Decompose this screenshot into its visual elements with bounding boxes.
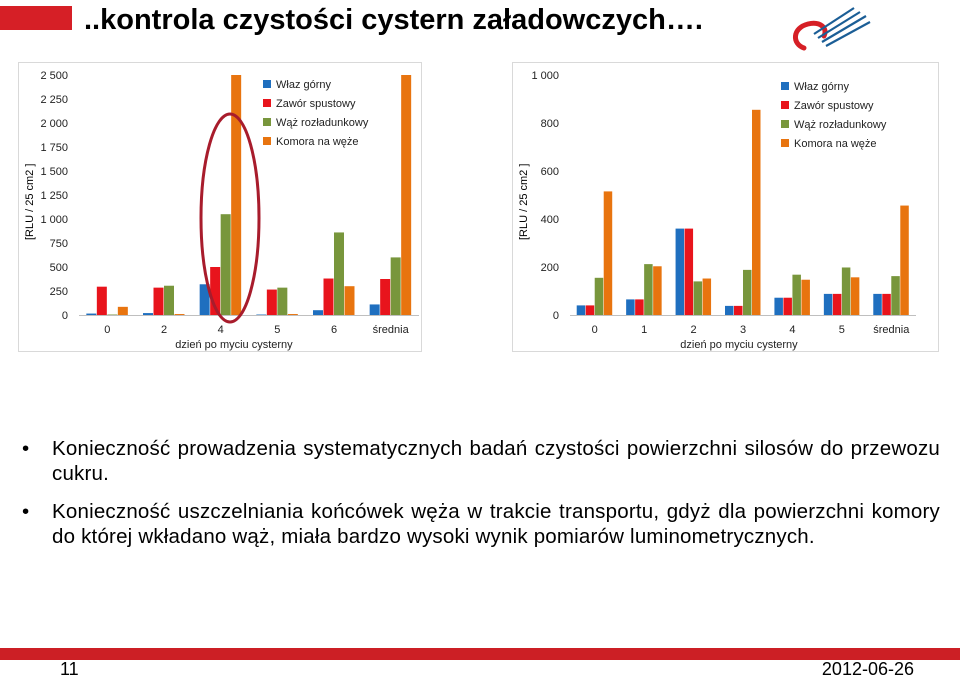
chart-left-bar (277, 288, 287, 315)
chart-right-y-axis-title: [RLU / 25 cm2 ] (518, 163, 530, 240)
chart-left (18, 62, 422, 352)
footer-accent-bar (0, 648, 960, 660)
chart-right-bar (676, 229, 685, 315)
chart-left-bar (380, 279, 390, 315)
chart-right (512, 62, 939, 352)
chart-left-bar (313, 310, 323, 315)
chart-left-y-tick-label: 2 500 (40, 70, 68, 82)
chart-right-bar (635, 299, 643, 315)
chart-left-bar (391, 257, 401, 315)
chart-left-bar (401, 75, 411, 315)
chart-left-bar (288, 314, 298, 315)
chart-left-bar (107, 315, 117, 316)
chart-left-bar (231, 75, 241, 315)
chart-left-y-tick-label: 250 (49, 286, 68, 298)
chart-right-bar (703, 279, 712, 315)
chart-right-x-tick-label: 2 (690, 324, 697, 336)
chart-left-bar (86, 314, 96, 315)
chart-right-bar (725, 306, 734, 315)
chart-right-legend-label: Zawór spustowy (794, 100, 874, 112)
chart-left-y-tick-label: 500 (49, 262, 68, 274)
chart-left-legend-swatch (263, 137, 271, 145)
chart-right-y-tick-label: 1 000 (531, 70, 559, 82)
chart-left-bar (221, 214, 231, 315)
chart-right-x-tick-label: 3 (739, 324, 747, 336)
chart-right-x-tick-label: 0 (591, 324, 598, 336)
chart-left-legend-swatch (263, 80, 271, 88)
chart-left-bar (324, 279, 334, 315)
chart-left-x-tick-label: 4 (217, 324, 224, 336)
chart-left-y-tick-label: 2 250 (40, 94, 68, 106)
chart-left-bar (118, 307, 128, 315)
chart-right-bar (873, 294, 882, 315)
chart-left-y-tick-label: 1 250 (40, 190, 68, 202)
chart-left-x-tick-label: 5 (274, 324, 281, 336)
chart-right-legend-swatch (781, 82, 789, 90)
chart-left-x-tick-label: 6 (330, 324, 338, 336)
chart-right-y-tick-label: 200 (540, 262, 559, 274)
chart-left-legend-label: Wąż rozładunkowy (276, 117, 369, 129)
bullet-list (22, 436, 940, 562)
chart-left-bar (267, 290, 277, 315)
chart-right-bar (653, 266, 662, 315)
chart-left-bar (154, 288, 164, 315)
chart-right-x-tick-label: 1 (641, 324, 648, 336)
chart-left-y-tick-label: 0 (61, 310, 68, 322)
chart-right-y-tick-label: 0 (552, 310, 559, 322)
chart-right-bar (604, 191, 613, 315)
chart-left-x-tick-label: 0 (104, 324, 111, 336)
chart-right-bar (900, 206, 909, 315)
chart-right-y-tick-label: 800 (540, 118, 559, 130)
chart-right-x-tick-label: 4 (789, 324, 796, 336)
chart-right-bar (882, 294, 891, 315)
chart-left-y-tick-label: 750 (49, 238, 68, 250)
chart-right-x-tick-label: 5 (838, 324, 845, 336)
chart-right-bar (626, 299, 635, 315)
chart-right-plot (513, 63, 940, 353)
company-logo-icon (784, 4, 874, 60)
chart-right-bar (644, 264, 653, 315)
chart-right-bar (824, 294, 833, 315)
chart-right-bar (752, 110, 761, 315)
page-title: ..kontrola czystości cystern załadowczych…. (84, 4, 703, 36)
bullet-item: • Konieczność uszczelniania końcówek węża w trakcie transportu, gdyż dla powierzchni komory do której wkładano wąż, miała bardzo wysoki wynik pomiarów luminometrycznych. (22, 499, 940, 549)
chart-right-bar (577, 305, 586, 315)
chart-left-y-tick-label: 2 000 (40, 118, 68, 130)
chart-right-x-tick-label: średnia (873, 324, 910, 336)
chart-right-bar (774, 298, 783, 315)
chart-left-bar (370, 304, 380, 315)
chart-left-x-tick-label: 2 (160, 324, 168, 336)
chart-right-bar (801, 280, 810, 315)
chart-right-x-axis-title: dzień po myciu cysterny (680, 339, 798, 351)
chart-right-legend-swatch (781, 139, 789, 147)
chart-left-y-tick-label: 1 500 (40, 166, 68, 178)
chart-left-bar (97, 287, 107, 315)
chart-right-legend-label: Właz górny (794, 81, 850, 93)
chart-right-bar (685, 229, 694, 315)
chart-right-bar (891, 276, 900, 315)
bullet-item: • Konieczność prowadzenia systematycznych badań czystości powierzchni silosów do przewozu cukru. (22, 436, 940, 486)
chart-left-y-tick-label: 1 000 (40, 214, 68, 226)
chart-right-bar (842, 267, 851, 315)
chart-right-bar (743, 270, 752, 315)
chart-right-bar (595, 278, 604, 315)
chart-left-plot (19, 63, 423, 353)
chart-right-legend-swatch (781, 120, 789, 128)
chart-left-legend-label: Komora na węże (276, 136, 359, 148)
chart-left-bar (256, 315, 266, 316)
chart-left-x-axis-title: dzień po myciu cysterny (175, 339, 293, 351)
chart-left-legend-label: Właz górny (276, 79, 332, 91)
chart-left-y-tick-label: 1 750 (40, 142, 68, 154)
chart-right-legend-label: Wąż rozładunkowy (794, 119, 887, 131)
chart-left-x-tick-label: średnia (372, 324, 409, 336)
chart-right-legend-label: Komora na węże (794, 138, 877, 150)
chart-right-y-tick-label: 400 (540, 214, 559, 226)
chart-left-legend-label: Zawór spustowy (276, 98, 356, 110)
title-accent-bar (0, 6, 72, 30)
chart-left-legend-swatch (263, 118, 271, 126)
chart-right-bar (833, 294, 842, 315)
chart-left-bar (143, 313, 153, 315)
chart-left-bar (334, 232, 344, 315)
chart-right-legend-swatch (781, 101, 789, 109)
chart-left-y-axis-title: [RLU / 25 cm2 ] (24, 163, 36, 240)
page-number: 11 (60, 659, 79, 679)
chart-right-bar (586, 305, 595, 315)
chart-left-legend-swatch (263, 99, 271, 107)
chart-right-bar (783, 298, 792, 315)
chart-right-bar (694, 281, 703, 315)
chart-left-bar (345, 286, 355, 315)
chart-left-bar (164, 286, 174, 315)
chart-right-y-tick-label: 600 (540, 166, 559, 178)
chart-right-bar (792, 275, 801, 315)
footer-date: 2012-06-26 (821, 659, 914, 679)
chart-right-bar (734, 306, 743, 315)
chart-right-bar (851, 277, 860, 315)
chart-left-bar (175, 314, 185, 315)
